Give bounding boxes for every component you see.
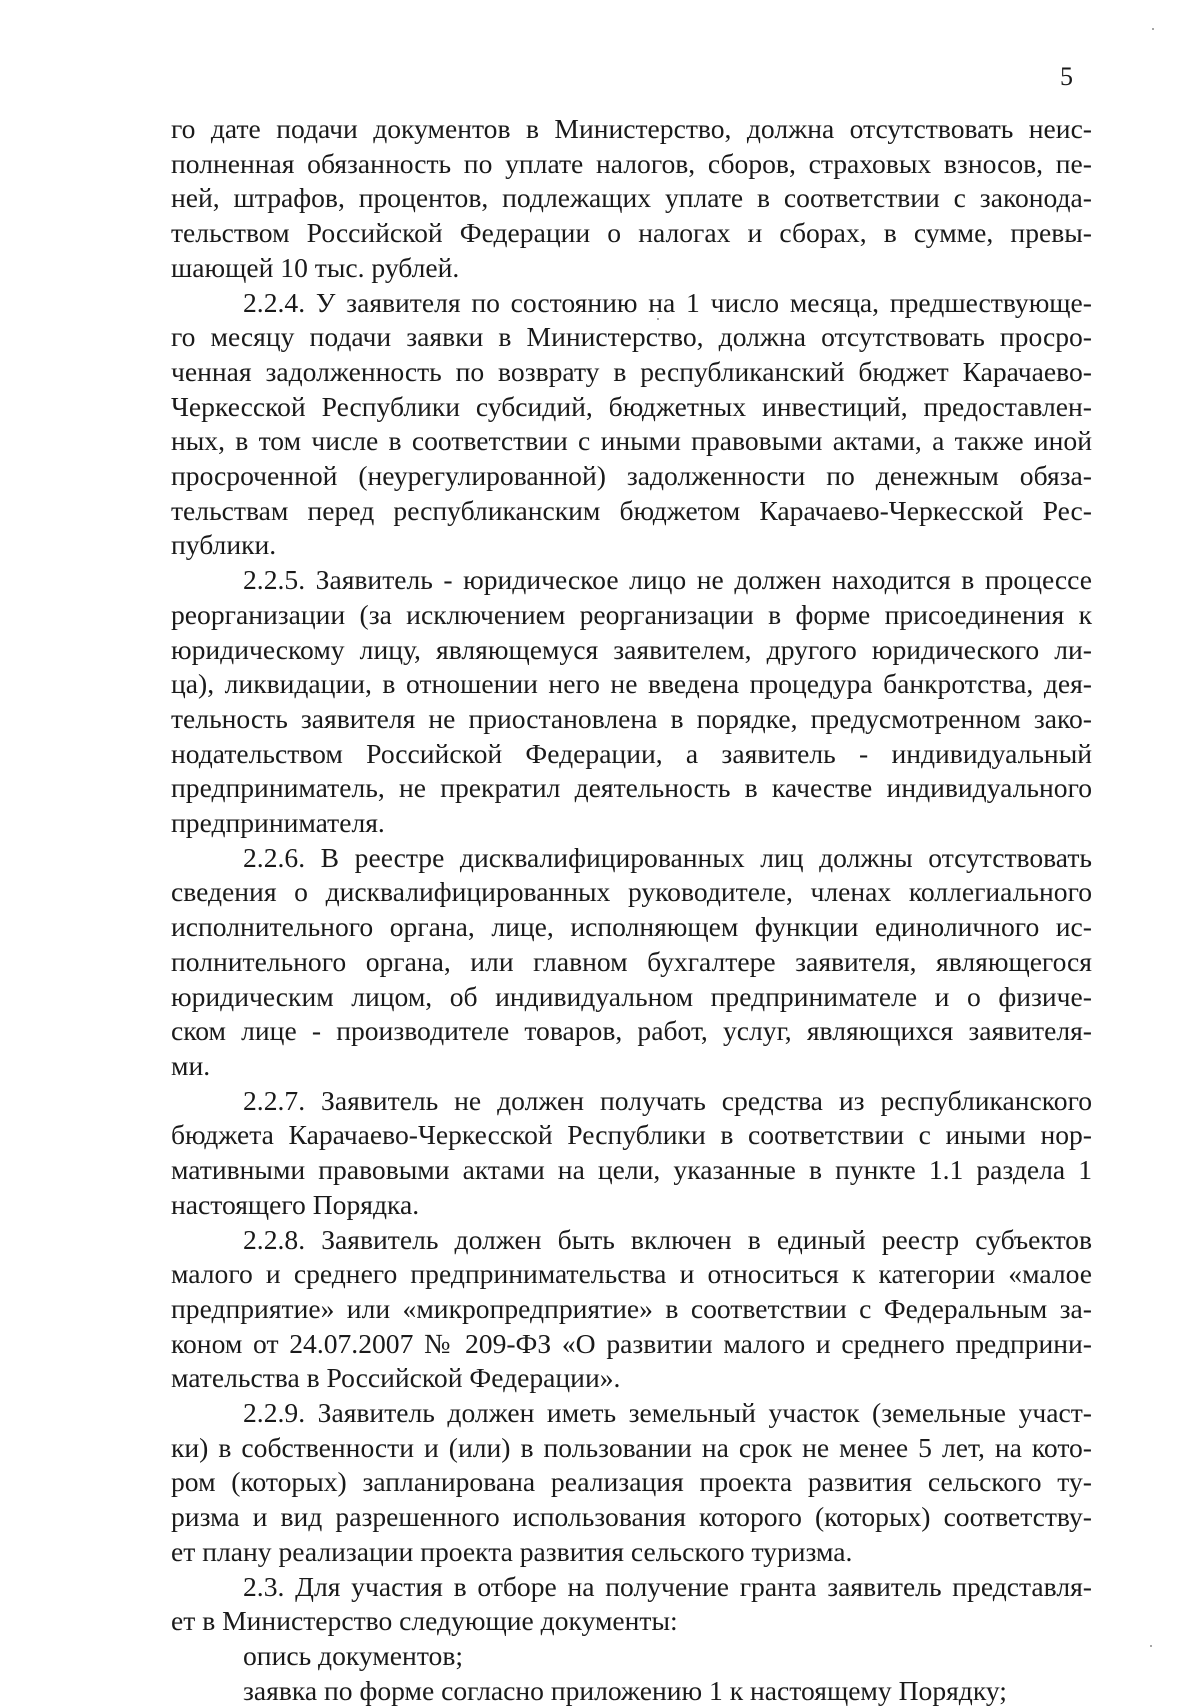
paragraph-2-2-7 xyxy=(171,1084,1092,1223)
list-item xyxy=(171,1674,1092,1708)
text-line: предпринимателя. xyxy=(171,807,385,839)
text-line: заявка по форме согласно приложению 1 к настоящему Порядку; xyxy=(243,1674,1007,1706)
page-number: 5 xyxy=(1060,62,1073,91)
document-body xyxy=(171,112,1092,1708)
text-line: 2.2.7. Заявитель не должен получать средства из республиканского xyxy=(243,1084,1092,1116)
text-line: го дате подачи документов в Министерство, должна отсутствовать неис- xyxy=(171,113,1092,144)
text-line: тельством Российской Федерации о налогах и сборах, в сумме, превы- xyxy=(171,217,1092,249)
text-line: ченная задолженность по возврату в республиканский бюджет Карачаево- xyxy=(171,355,1092,387)
text-line: 2.3. Для участия в отборе на получение гранта заявитель представля- xyxy=(243,1570,1092,1602)
paragraph-2-2-6 xyxy=(171,841,1092,1084)
text-line: ных, в том числе в соответствии с иными правовыми актами, а также иной xyxy=(171,425,1092,457)
paragraph-2-2-4 xyxy=(171,286,1092,564)
text-line: публики. xyxy=(171,529,277,561)
paragraph-continuation xyxy=(171,112,1092,286)
text-line: 2.2.6. В реестре дисквалифицированных лиц должны отсутствовать xyxy=(243,841,1092,873)
text-line: предприниматель, не прекратил деятельность в качестве индивидуального xyxy=(171,772,1092,804)
scan-speck xyxy=(1150,1645,1152,1647)
text-line: ризма и вид разрешенного использования которого (которых) соответству- xyxy=(171,1501,1092,1533)
scan-speck xyxy=(657,318,659,320)
text-line: мательства в Российской Федерации». xyxy=(171,1362,621,1394)
text-line: полненная обязанность по уплате налогов, сборов, страховых взносов, пе- xyxy=(171,147,1092,179)
text-line: ки) в собственности и (или) в пользовании на срок не менее 5 лет, на кото- xyxy=(171,1431,1092,1463)
list-item xyxy=(171,1639,1092,1674)
text-line: го месяцу подачи заявки в Министерство, должна отсутствовать просро- xyxy=(171,321,1092,353)
text-line: шающей 10 тыс. рублей. xyxy=(171,251,460,283)
text-line: настоящего Порядка. xyxy=(171,1188,420,1220)
text-line: малого и среднего предпринимательства и относиться к категории «малое xyxy=(171,1258,1092,1290)
text-line: сведения о дисквалифицированных руководителе, членах коллегиального xyxy=(171,876,1092,908)
text-line: ром (которых) запланирована реализация проекта развития сельского ту- xyxy=(171,1466,1092,1498)
text-line: юридическим лицом, об индивидуальном предпринимателе и о физиче- xyxy=(171,980,1092,1012)
text-line: ет в Министерство следующие документы: xyxy=(171,1605,678,1637)
text-line: ет плану реализации проекта развития сельского туризма. xyxy=(171,1535,853,1567)
text-line: ца), ликвидации, в отношении него не введена процедура банкротства, дея- xyxy=(171,668,1092,700)
text-line: исполнительного органа, лице, исполняющем функции единоличного ис- xyxy=(171,911,1092,943)
paragraph-2-2-5 xyxy=(171,563,1092,841)
paragraph-2-2-9 xyxy=(171,1396,1092,1570)
text-line: просроченной (неурегулированной) задолженности по денежным обяза- xyxy=(171,460,1092,492)
text-line: ней, штрафов, процентов, подлежащих уплате в соответствии с законода- xyxy=(171,182,1092,214)
text-line: опись документов; xyxy=(243,1639,464,1671)
text-line: ми. xyxy=(171,1049,211,1081)
text-line: тельствам перед республиканским бюджетом Карачаево-Черкесской Рес- xyxy=(171,494,1092,526)
text-line: тельность заявителя не приостановлена в порядке, предусмотренном зако- xyxy=(171,702,1092,734)
text-line: 2.2.5. Заявитель - юридическое лицо не должен находится в процессе xyxy=(243,564,1092,596)
text-line: нодательством Российской Федерации, а заявитель - индивидуальный xyxy=(171,737,1092,769)
text-line: 2.2.8. Заявитель должен быть включен в единый реестр субъектов xyxy=(243,1223,1092,1255)
text-line: 2.2.9. Заявитель должен иметь земельный участок (земельные участ- xyxy=(243,1397,1092,1429)
text-line: бюджета Карачаево-Черкесской Республики в соответствии с иными нор- xyxy=(171,1119,1092,1151)
text-line: ском лице - производителе товаров, работ, услуг, являющихся заявителя- xyxy=(171,1015,1092,1047)
text-line: коном от 24.07.2007 № 209-ФЗ «О развитии малого и среднего предприни- xyxy=(171,1327,1092,1359)
paragraph-2-2-8 xyxy=(171,1223,1092,1397)
text-line: предприятие» или «микропредприятие» в соответствии с Федеральным за- xyxy=(171,1292,1092,1324)
text-line: 2.2.4. У заявителя по состоянию на 1 число месяца, предшествующе- xyxy=(243,286,1092,318)
text-line: мативными правовыми актами на цели, указанные в пункте 1.1 раздела 1 xyxy=(171,1154,1092,1186)
text-line: реорганизации (за исключением реорганизации в форме присоединения к xyxy=(171,598,1092,630)
text-line: полнительного органа, или главном бухгалтере заявителя, являющегося xyxy=(171,945,1092,977)
text-line: юридическому лицу, являющемуся заявителем, другого юридического ли- xyxy=(171,633,1092,665)
scan-speck xyxy=(1152,28,1154,30)
paragraph-2-3 xyxy=(171,1570,1092,1639)
text-line: Черкесской Республики субсидий, бюджетных инвестиций, предоставлен- xyxy=(171,390,1092,422)
